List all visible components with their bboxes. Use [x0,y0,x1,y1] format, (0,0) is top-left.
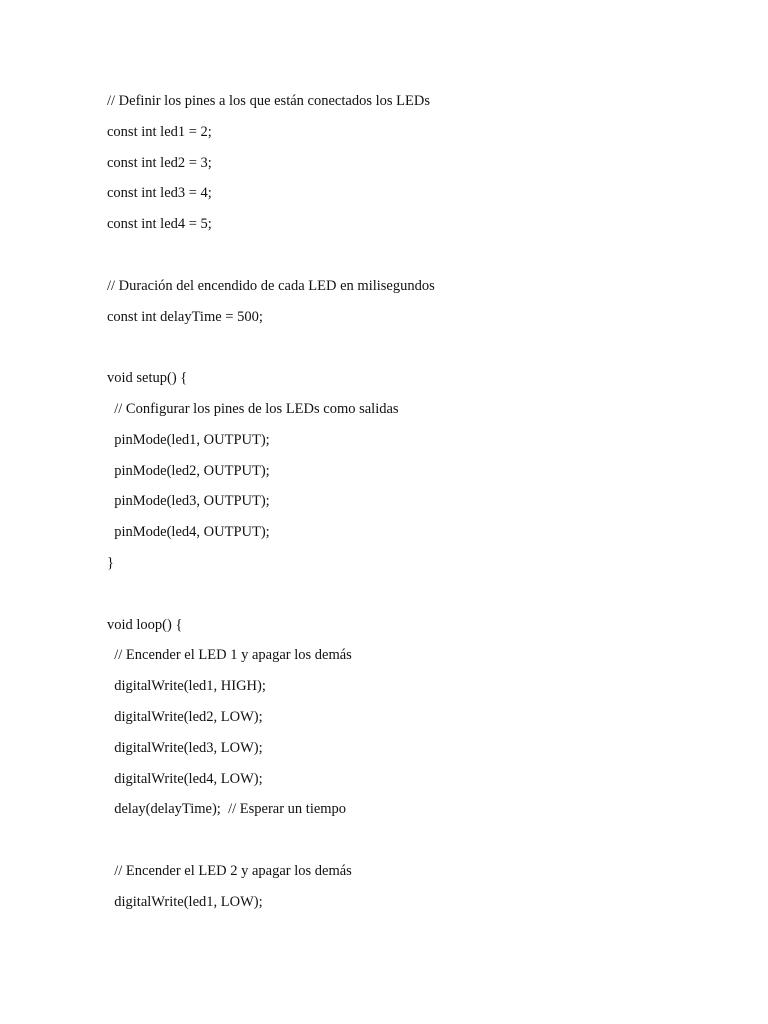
code-line [107,242,435,273]
code-line: // Encender el LED 2 y apagar los demás [107,862,352,879]
code-line: void setup() { [107,370,188,387]
code-line: pinMode(led3, OUTPUT); [107,493,270,510]
code-line: // Configurar los pines de los LEDs como salidas [107,400,399,417]
code-line: // Encender el LED 1 y apagar los demás [107,647,352,664]
code-line: digitalWrite(led1, LOW); [107,893,263,910]
code-line: digitalWrite(led1, HIGH); [107,678,266,695]
code-line: digitalWrite(led4, LOW); [107,770,263,787]
code-line: digitalWrite(led2, LOW); [107,708,263,725]
code-listing [107,88,435,920]
code-line: pinMode(led4, OUTPUT); [107,524,270,541]
code-line: } [107,554,114,571]
code-line: pinMode(led1, OUTPUT); [107,431,270,448]
code-line: const int led2 = 3; [107,154,212,171]
code-line: pinMode(led2, OUTPUT); [107,462,270,479]
code-line: const int led1 = 2; [107,123,212,140]
code-line: delay(delayTime); // Esperar un tiempo [107,801,347,818]
code-line [107,581,435,612]
code-line: // Definir los pines a los que están conectados los LEDs [107,93,430,109]
code-line: // Duración del encendido de cada LED en milisegundos [107,277,435,294]
code-line [107,334,435,365]
code-line: const int led4 = 5; [107,216,212,233]
code-line: digitalWrite(led3, LOW); [107,739,263,756]
code-line [107,827,435,858]
code-line: const int led3 = 4; [107,185,212,202]
code-line: void loop() { [107,616,183,633]
code-line: const int delayTime = 500; [107,308,263,325]
